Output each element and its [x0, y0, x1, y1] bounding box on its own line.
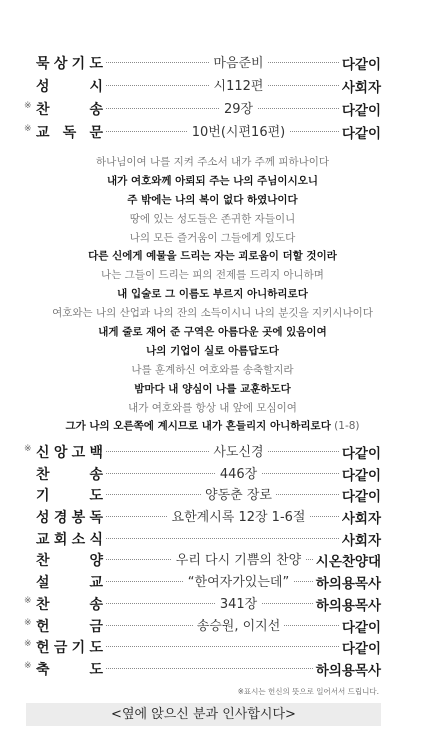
congregation-line: [0, 247, 425, 266]
order-row: [0, 484, 425, 506]
reading-text: 나의 모든 즐거움이 그들에게 있도다: [129, 231, 296, 244]
standing-mark: ※: [24, 124, 32, 134]
order-label-char: 교: [36, 531, 50, 548]
order-label: [36, 637, 103, 657]
verse-reference: (1-8): [330, 420, 360, 433]
order-content: [110, 463, 367, 482]
reading-text: 나는 그들이 드리는 피의 전제를 드리지 아니하며: [101, 269, 324, 282]
order-row: [0, 506, 425, 528]
leader-line: [0, 210, 425, 229]
order-row: [0, 121, 425, 144]
order-label-char: 식: [89, 531, 103, 548]
order-label: [36, 507, 103, 527]
order-label: [36, 529, 103, 549]
order-label-char: 독: [62, 125, 77, 141]
order-row: [0, 658, 425, 680]
order-label-char: 앙: [53, 445, 68, 461]
standing-mark: ※: [24, 595, 32, 606]
order-content: [110, 121, 367, 140]
order-label-char: 헌: [36, 640, 50, 657]
order-label-char: 양: [89, 553, 103, 570]
order-label-char: 설: [36, 575, 50, 592]
congregation-line: [0, 380, 425, 399]
standing-mark: ※: [24, 639, 32, 650]
order-label-char: 금: [53, 640, 68, 657]
order-content-text: 마음준비: [209, 56, 267, 71]
order-label-char: 찬: [36, 466, 50, 483]
order-role: 다같이: [339, 53, 381, 73]
order-label-char: 축: [36, 661, 50, 678]
order-label-char: 백: [89, 445, 103, 461]
order-content-text: 우리 다시 기쁨의 찬양: [172, 553, 305, 568]
order-role: 사회자: [339, 76, 381, 96]
order-label-char: 도: [89, 640, 103, 657]
order-role: 사회자: [339, 507, 381, 527]
reading-text: 내가 여호와를 항상 내 앞에 모심이여: [128, 401, 297, 414]
order-label: [36, 464, 103, 484]
reading-text: 밤마다 내 양심이 나를 교훈하도다: [134, 382, 291, 395]
order-content-text: 요한계시록 12장 1-6절: [168, 510, 310, 525]
order-label-char: 회: [53, 531, 68, 548]
order-role: 다같이: [339, 616, 381, 636]
order-label-char: 성: [36, 79, 50, 95]
order-role: 하의용목사: [313, 659, 381, 679]
dotted-leader: [106, 646, 375, 647]
order-label-char: 신: [36, 445, 50, 461]
order-row: [0, 52, 425, 75]
order-label-char: 시: [89, 79, 103, 95]
order-label: [36, 659, 103, 679]
congregation-line: [0, 172, 425, 191]
order-label-char: 기: [36, 488, 50, 505]
order-role: 다같이: [339, 99, 381, 119]
leader-line: [0, 361, 425, 380]
order-content: [110, 615, 367, 634]
order-content-text: 시112편: [210, 79, 268, 94]
order-row: [0, 441, 425, 463]
order-role: 다같이: [339, 442, 381, 462]
order-content: [110, 441, 367, 460]
leader-line: [0, 229, 425, 248]
order-label: [36, 572, 103, 592]
order-role: 다같이: [339, 485, 381, 505]
order-label-char: 경: [53, 510, 68, 527]
order-content-text: 사도신경: [209, 445, 267, 460]
order-label-char: 기: [71, 56, 86, 72]
order-label: [36, 550, 103, 570]
order-content-text: 10번(시편16편): [188, 125, 289, 140]
leader-line: [0, 153, 425, 172]
reading-text: 하나님이여 나를 지켜 주소서 내가 주께 피하나이다: [95, 156, 330, 168]
order-content-text: 446장: [216, 467, 261, 482]
worship-order-bottom: [0, 441, 425, 680]
order-label: [36, 485, 103, 505]
order-label-char: 교: [36, 125, 50, 141]
congregation-line: [0, 191, 425, 210]
reading-text: 나를 훈계하신 여호와를 송축할지라: [131, 363, 294, 376]
order-label-char: 묵: [36, 56, 50, 72]
order-label-char: 봉: [71, 510, 86, 527]
standing-mark: ※: [24, 444, 32, 454]
order-label: [36, 122, 103, 142]
order-content: [110, 52, 367, 71]
leader-line: [0, 304, 425, 323]
order-label-char: 문: [89, 125, 103, 141]
order-content: [110, 506, 367, 525]
standing-note: ※표시는 헌신의 뜻으로 일어서서 드립니다.: [237, 687, 379, 696]
order-label-char: 성: [36, 510, 50, 527]
order-content: [110, 98, 367, 117]
order-label-char: 고: [71, 445, 86, 461]
order-role: 다같이: [339, 637, 381, 657]
order-label-char: 도: [89, 56, 103, 72]
order-label: [36, 616, 103, 636]
order-role: 사회자: [339, 529, 381, 549]
order-content-text: 29장: [220, 102, 257, 117]
order-label-char: 기: [71, 640, 86, 657]
order-label-char: 찬: [36, 596, 50, 613]
order-label-char: 독: [89, 510, 103, 527]
leader-line: [0, 266, 425, 285]
order-content-text: 양동춘 장로: [201, 488, 276, 503]
order-content-text: 341장: [216, 597, 261, 612]
order-label-char: 도: [89, 661, 103, 678]
reading-text: 나의 기업이 실로 아름답도다: [146, 344, 279, 357]
reading-text: 내 입술로 그 이름도 부르지 아니하리로다: [117, 288, 308, 301]
order-row: [0, 615, 425, 637]
order-label-char: 금: [89, 618, 103, 635]
reading-text: 그가 나의 오른쪽에 계시므로 내가 흔들리지 아니하리로다: [65, 420, 331, 433]
order-label-char: 송: [89, 102, 103, 118]
congregation-line: [0, 285, 425, 304]
order-label-char: 송: [89, 596, 103, 613]
greeting-banner: <옆에 앉으신 분과 인사합시다>: [26, 703, 381, 726]
order-label-char: 교: [89, 575, 103, 592]
order-role: 하의용목사: [313, 572, 381, 592]
order-label: [36, 53, 103, 73]
order-role: 하의용목사: [313, 594, 381, 614]
worship-order-top: [0, 52, 425, 144]
reading-text: 내게 줄로 재어 준 구역은 아름다운 곳에 있음이여: [98, 326, 327, 339]
order-row: [0, 549, 425, 571]
order-row: [0, 593, 425, 615]
order-content-text: 송승원, 이지선: [193, 619, 285, 634]
dotted-leader: [106, 538, 375, 539]
order-label-char: 송: [89, 466, 103, 483]
order-row: [0, 75, 425, 98]
order-label: [36, 76, 103, 96]
order-role: 다같이: [339, 122, 381, 142]
reading-text: 주 밖에는 나의 복이 없다 하였나이다: [127, 193, 298, 206]
standing-mark: ※: [24, 617, 32, 628]
congregation-line: [0, 342, 425, 361]
order-row: [0, 98, 425, 121]
order-label-char: 소: [71, 531, 86, 548]
order-content-text: “한여자가있는데”: [184, 575, 293, 590]
reading-text: 땅에 있는 성도들은 존귀한 자들이니: [129, 212, 296, 225]
order-row: [0, 528, 425, 550]
order-content: [110, 484, 367, 503]
order-content: [110, 75, 367, 94]
order-label-char: 찬: [36, 553, 50, 570]
order-row: [0, 636, 425, 658]
order-label-char: 도: [89, 488, 103, 505]
order-role: 시온찬양대: [313, 550, 381, 570]
order-label-char: 상: [53, 56, 68, 72]
congregation-line: [0, 323, 425, 342]
order-label: [36, 442, 103, 462]
order-role: 다같이: [339, 464, 381, 484]
standing-mark: ※: [24, 660, 32, 671]
responsive-reading: [0, 153, 425, 436]
order-label: [36, 99, 103, 119]
order-label: [36, 594, 103, 614]
order-row: [0, 463, 425, 485]
order-label-char: 헌: [36, 618, 50, 635]
reading-text: 내가 여호와께 아뢰되 주는 나의 주님이시오니: [107, 174, 318, 187]
order-row: [0, 571, 425, 593]
reading-text: 다른 신에게 예물을 드리는 자는 괴로움이 더할 것이라: [88, 250, 337, 263]
congregation-line: [0, 417, 425, 436]
standing-mark: ※: [24, 101, 32, 111]
reading-text: 여호와는 나의 산업과 나의 잔의 소득이시니 나의 분깃을 지키시나이다: [52, 307, 373, 320]
leader-line: [0, 399, 425, 418]
order-label-char: 찬: [36, 102, 50, 118]
